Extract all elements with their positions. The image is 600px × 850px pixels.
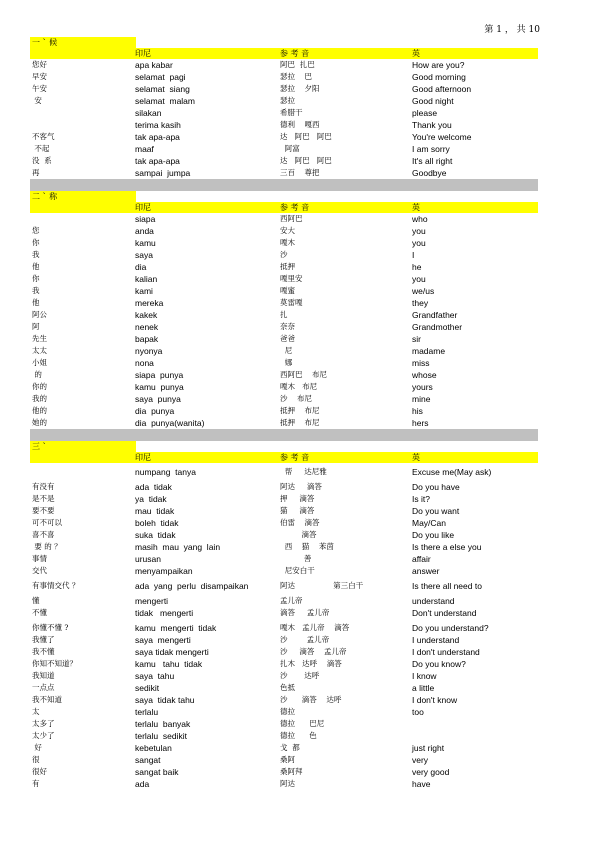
table-row [30,95,538,107]
table-row [30,345,538,357]
indonesian-cell: tidak mengerti [135,608,194,618]
table-row [30,405,538,417]
indonesian-cell: terlalu banyak [135,719,191,729]
english-cell: I am sorry [412,144,450,154]
indonesian-cell: mereka [135,298,164,308]
page-number: 第 1 ， 共 10 [484,25,540,35]
table-row [30,417,538,429]
indonesian-cell: sangat baik [135,767,179,777]
table-row [30,706,538,718]
table-row [30,646,538,658]
pronunciation-cell: 猫 滴答 [280,506,315,515]
english-cell: I [412,250,415,260]
indonesian-cell: kamu mengerti tidak [135,623,217,633]
pronunciation-cell: 桑阿拜 [280,767,303,776]
table-row [30,466,538,478]
table-row [30,670,538,682]
english-cell: Do you want [412,506,460,516]
pronunciation-cell: 尼安白干 [280,566,315,575]
table-row [30,505,538,517]
table-row [30,580,538,592]
chinese-cell: 你 [32,238,40,247]
table-row [30,694,538,706]
pronunciation-cell: 沙 滴答 孟儿帝 [280,647,347,656]
english-cell: we/us [412,286,435,296]
chinese-cell: 午安 [32,84,47,93]
english-cell: they [412,298,429,308]
chinese-cell: 太太 [32,346,47,355]
indonesian-cell: sedikit [135,683,160,693]
chinese-cell: 阿 [32,322,40,331]
pronunciation-cell: 达 阿巴 阿巴 [280,132,332,141]
table-row [30,249,538,261]
chinese-cell: 先生 [32,334,47,343]
indonesian-cell: dia [135,262,147,272]
indonesian-cell: nenek [135,322,159,332]
english-cell: sir [412,334,421,344]
indonesian-cell: numpang tanya [135,467,196,477]
table-row [30,622,538,634]
table-row [30,119,538,131]
table-row [30,155,538,167]
indonesian-cell: kamu tahu tidak [135,659,203,669]
english-cell: Grandmother [412,322,463,332]
chinese-cell: 我 [32,286,40,295]
header-english: 英 [412,203,420,212]
english-cell: mine [412,394,431,404]
pronunciation-cell: 阿富 [280,144,300,153]
pronunciation-cell: 伯雷 滴答 [280,518,320,527]
table-row [30,718,538,730]
pronunciation-cell: 滴答 孟儿帝 [280,608,330,617]
english-cell: You're welcome [412,132,472,142]
english-cell: very [412,755,429,765]
table-row [30,658,538,670]
indonesian-cell: kamu punya [135,382,184,392]
indonesian-cell: anda [135,226,154,236]
table-row [30,333,538,345]
section-rows [30,463,538,790]
section-title: 三 ` [30,441,136,452]
table-row [30,83,538,95]
indonesian-cell: terima kasih [135,120,181,130]
pronunciation-cell: 尼 [280,346,293,355]
indonesian-cell: tak apa-apa [135,156,180,166]
chinese-cell: 你的 [32,382,47,391]
pronunciation-cell: 帮 达尼雅 [280,467,327,476]
chinese-cell: 我不知道 [32,695,62,704]
chinese-cell: 懂 [32,596,40,605]
chinese-cell: 再 [32,168,40,177]
chinese-cell: 安 [32,96,42,105]
chinese-cell: 有 [32,779,40,788]
table-row [30,529,538,541]
english-cell: Excuse me(May ask) [412,467,492,477]
indonesian-cell: saya mengerti [135,635,191,645]
table-row [30,273,538,285]
english-cell: I don't know [412,695,458,705]
table-row [30,565,538,577]
english-cell: just right [412,743,445,753]
pronunciation-cell: 安大 [280,226,295,235]
chinese-cell: 太少了 [32,731,55,740]
pronunciation-cell: 阿达 第三白干 [280,581,364,590]
table-row [30,541,538,553]
indonesian-cell: saya tidak tahu [135,695,195,705]
chinese-cell: 你懂不懂 ? [32,623,69,632]
table-row [30,143,538,155]
pronunciation-cell: 瑟拉 [280,96,295,105]
header-pronunciation: 参 考 音 [280,49,310,58]
pronunciation-cell: 阿巴 扎巴 [280,60,315,69]
english-cell: I don't understand [412,647,480,657]
english-cell: Good afternoon [412,84,472,94]
english-cell: Is there a else you [412,542,482,552]
indonesian-cell: saya punya [135,394,181,404]
english-cell: Good night [412,96,454,106]
chinese-cell: 我的 [32,394,47,403]
english-cell: Is it? [412,494,430,504]
english-cell: miss [412,358,430,368]
section-divider [30,179,538,191]
indonesian-cell: ada yang perlu disampaikan [135,581,249,591]
table-row [30,321,538,333]
table-row [30,369,538,381]
english-cell: I know [412,671,437,681]
column-header [30,48,538,59]
indonesian-cell: kamu [135,238,156,248]
indonesian-cell: mengerti [135,596,169,606]
table-row [30,393,538,405]
table-row [30,742,538,754]
pronunciation-cell: 嘎木 布尼 [280,382,318,391]
english-cell: I understand [412,635,460,645]
english-cell: his [412,406,423,416]
chinese-cell: 的 [32,370,42,379]
section-divider [30,429,538,441]
pronunciation-cell: 嘎里安 [280,274,303,283]
pronunciation-cell: 孟儿帝 [280,596,303,605]
pronunciation-cell: 奈奈 [280,322,295,331]
pronunciation-cell: 德拉 巴尼 [280,719,325,728]
english-cell: Do you know? [412,659,466,669]
pronunciation-cell: 沙 孟儿帝 [280,635,330,644]
indonesian-cell: kebetulan [135,743,172,753]
chinese-cell: 要 的 ？ [32,542,62,551]
indonesian-cell: suka tidak [135,530,176,540]
chinese-cell: 你知不知道？ [32,659,77,668]
table-row [30,517,538,529]
pronunciation-cell: 嘎蜜 [280,286,295,295]
english-cell: you [412,238,426,248]
english-cell: too [412,707,424,717]
indonesian-cell: sangat [135,755,161,765]
indonesian-cell: saya [135,250,153,260]
indonesian-cell: selamat siang [135,84,190,94]
chinese-cell: 早安 [32,72,47,81]
english-cell: he [412,262,422,272]
pronunciation-cell: 色抵 [280,683,295,692]
pronunciation-cell: 阿达 滴答 [280,482,322,491]
pronunciation-cell: 娜 [280,358,293,367]
chinese-cell: 我懂了 [32,635,55,644]
table-row [30,493,538,505]
chinese-cell: 他的 [32,406,47,415]
phrasebook-table [30,37,538,790]
pronunciation-cell: 爸爸 [280,334,295,343]
pronunciation-cell: 善 [280,554,312,563]
table-row [30,107,538,119]
chinese-cell: 喜不喜 [32,530,55,539]
indonesian-cell: masih mau yang lain [135,542,221,552]
english-cell: Is there all need to [412,581,482,591]
indonesian-cell: ada [135,779,150,789]
chinese-cell: 一点点 [32,683,55,692]
chinese-cell: 她的 [32,418,47,427]
table-row [30,237,538,249]
pronunciation-cell: 西阿巴 [280,214,303,223]
indonesian-cell: boleh tidak [135,518,179,528]
english-cell: whose [412,370,437,380]
pronunciation-cell: 桑阿 [280,755,295,764]
indonesian-cell: nyonya [135,346,163,356]
english-cell: Do you understand? [412,623,489,633]
chinese-cell: 你 [32,274,40,283]
english-cell: May/Can [412,518,447,528]
english-cell: Thank you [412,120,452,130]
indonesian-cell: siapa [135,214,156,224]
chinese-cell: 太 [32,707,40,716]
header-english: 英 [412,49,420,58]
chinese-cell: 好 [32,743,42,752]
table-row [30,754,538,766]
pronunciation-cell: 西 猫 苯茵 [280,542,334,551]
header-indonesian: 印尼 [135,49,151,58]
english-cell: a little [412,683,435,693]
english-cell: who [412,214,428,224]
pronunciation-cell: 嘎木 [280,238,295,247]
chinese-cell: 我知道 [32,671,55,680]
chinese-cell: 有没有 [32,482,55,491]
section-title: 一 ` 候 [30,37,136,48]
table-row [30,766,538,778]
table-row [30,634,538,646]
chinese-cell: 您 [32,226,40,235]
table-row [30,213,538,225]
indonesian-cell: mau tidak [135,506,175,516]
table-row [30,167,538,179]
header-indonesian: 印尼 [135,203,151,212]
pronunciation-cell: 扎 [280,310,288,319]
table-row [30,357,538,369]
english-cell: you [412,274,426,284]
indonesian-cell: terlalu sedikit [135,731,187,741]
table-row [30,297,538,309]
column-header [30,452,538,463]
table-row [30,71,538,83]
english-cell: Don't understand [412,608,477,618]
chinese-cell: 事情 [32,554,47,563]
indonesian-cell: ada tidak [135,482,172,492]
table-row [30,730,538,742]
pronunciation-cell: 押 滴答 [280,494,315,503]
indonesian-cell: kalian [135,274,158,284]
table-row [30,309,538,321]
chinese-cell: 是不是 [32,494,55,503]
header-pronunciation: 参 考 音 [280,203,310,212]
pronunciation-cell: 抵押 [280,262,295,271]
indonesian-cell: dia punya [135,406,175,416]
indonesian-cell: dia punya(wanita) [135,418,205,428]
table-row [30,59,538,71]
pronunciation-cell: 沙 布尼 [280,394,313,403]
chinese-cell: 交代 [32,566,47,575]
table-row [30,607,538,619]
chinese-cell: 不起 [32,144,50,153]
chinese-cell: 他 [32,262,40,271]
table-row [30,261,538,273]
indonesian-cell: tak apa-apa [135,132,180,142]
table-row [30,682,538,694]
pronunciation-cell: 达 阿巴 阿巴 [280,156,332,165]
pronunciation-cell: 瑟拉 夕阳 [280,84,320,93]
english-cell: answer [412,566,440,576]
english-cell: you [412,226,426,236]
indonesian-cell: menyampaikan [135,566,193,576]
pronunciation-cell: 希腊干 [280,108,303,117]
english-cell: How are you? [412,60,465,70]
english-cell: yours [412,382,433,392]
pronunciation-cell: 瑟拉 巴 [280,72,313,81]
chinese-cell: 不客气 [32,132,55,141]
table-row [30,131,538,143]
indonesian-cell: nona [135,358,154,368]
english-cell: understand [412,596,455,606]
pronunciation-cell: 抵押 布尼 [280,406,320,415]
chinese-cell: 有事情交代 ？ [32,581,80,590]
english-cell: have [412,779,431,789]
table-row [30,595,538,607]
english-cell: Do you have [412,482,460,492]
chinese-cell: 很好 [32,767,47,776]
chinese-cell: 可不可以 [32,518,62,527]
indonesian-cell: sampai jumpa [135,168,191,178]
indonesian-cell: terlalu [135,707,159,717]
indonesian-cell: saya tidak mengerti [135,647,209,657]
pronunciation-cell: 沙 滴答 达呼 [280,695,342,704]
pronunciation-cell: 嘎木 孟儿帝 滴答 [280,623,350,632]
pronunciation-cell: 阿达 [280,779,295,788]
indonesian-cell: saya tahu [135,671,175,681]
chinese-cell: 没 系 [32,156,52,165]
pronunciation-cell: 德拉 色 [280,731,317,740]
chinese-cell: 我 [32,250,40,259]
pronunciation-cell: 三百 尊把 [280,168,320,177]
english-cell: Goodbye [412,168,447,178]
english-cell: It's all right [412,156,453,166]
indonesian-cell: silakan [135,108,162,118]
pronunciation-cell: 莫雷嘎 [280,298,303,307]
pronunciation-cell: 德利 嘎西 [280,120,320,129]
indonesian-cell: kakek [135,310,158,320]
english-cell: Do you like [412,530,455,540]
table-row [30,381,538,393]
chinese-cell: 太多了 [32,719,55,728]
table-row [30,481,538,493]
chinese-cell: 要不要 [32,506,55,515]
pronunciation-cell: 沙 [280,250,288,259]
english-cell: madame [412,346,446,356]
indonesian-cell: kami [135,286,153,296]
section-title: 二 ` 称 [30,191,136,202]
chinese-cell: 阿公 [32,310,47,319]
table-row [30,778,538,790]
pronunciation-cell: 扎木 达呼 滴答 [280,659,342,668]
indonesian-cell: bapak [135,334,159,344]
chinese-cell: 很 [32,755,40,764]
english-cell: very good [412,767,450,777]
header-pronunciation: 参 考 音 [280,453,310,462]
chinese-cell: 他 [32,298,40,307]
english-cell: Good morning [412,72,466,82]
english-cell: hers [412,418,429,428]
pronunciation-cell: 德拉 [280,707,295,716]
pronunciation-cell: 抵押 布尼 [280,418,320,427]
english-cell: affair [412,554,431,564]
english-cell: please [412,108,438,118]
indonesian-cell: selamat pagi [135,72,186,82]
chinese-cell: 您好 [32,60,47,69]
pronunciation-cell: 戈 都 [280,743,300,752]
table-row [30,553,538,565]
table-row [30,225,538,237]
indonesian-cell: apa kabar [135,60,173,70]
chinese-cell: 不懂 [32,608,47,617]
pronunciation-cell: 沙 达呼 [280,671,320,680]
pronunciation-cell: 西阿巴 布尼 [280,370,328,379]
section-rows [30,213,538,429]
english-cell: Grandfather [412,310,458,320]
indonesian-cell: ya tidak [135,494,167,504]
indonesian-cell: selamat malam [135,96,195,106]
chinese-cell: 小姐 [32,358,47,367]
section-rows [30,59,538,179]
column-header [30,202,538,213]
indonesian-cell: siapa punya [135,370,184,380]
indonesian-cell: urusan [135,554,161,564]
chinese-cell: 我不懂 [32,647,55,656]
header-indonesian: 印尼 [135,453,151,462]
header-english: 英 [412,453,420,462]
table-row [30,285,538,297]
indonesian-cell: maaf [135,144,154,154]
pronunciation-cell: 滴答 [280,530,317,539]
